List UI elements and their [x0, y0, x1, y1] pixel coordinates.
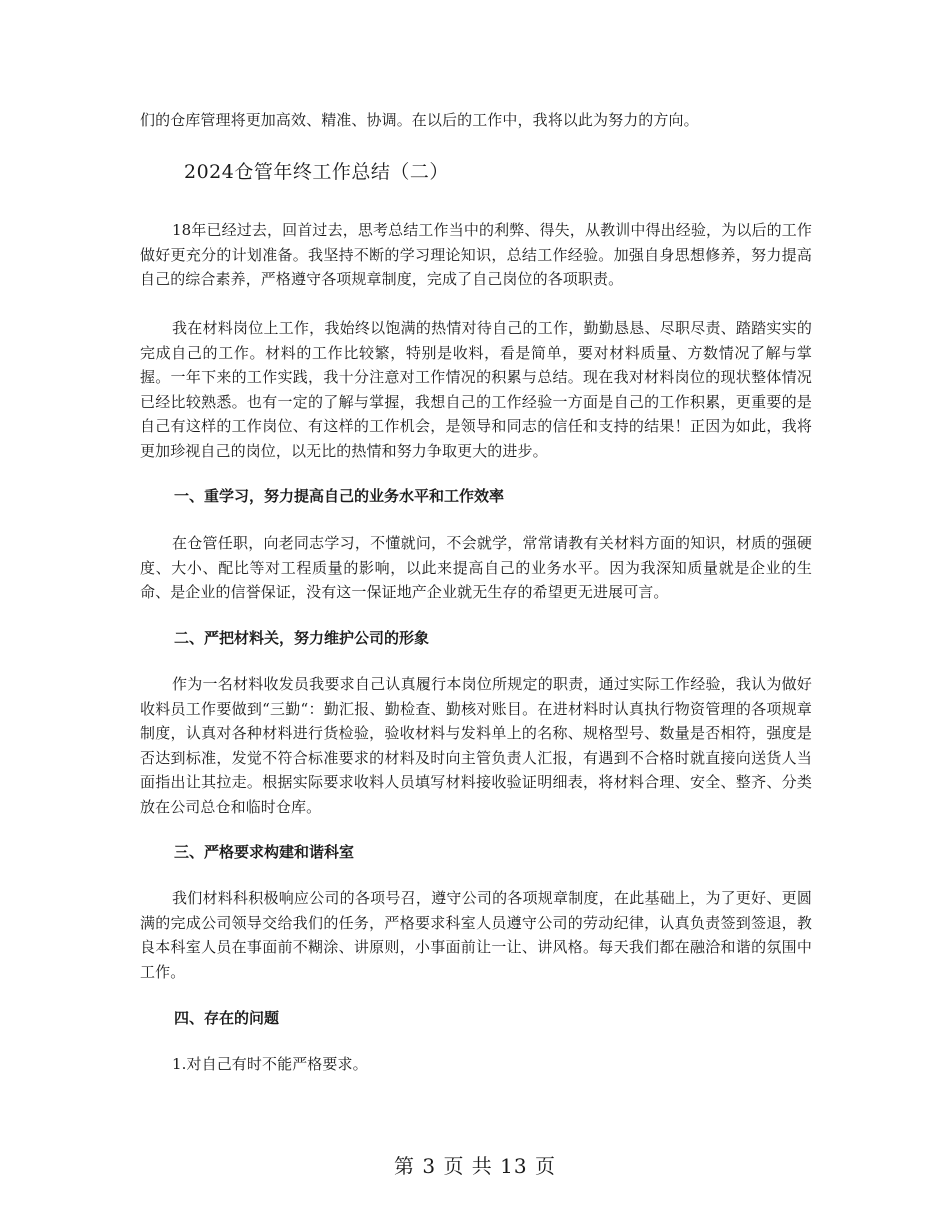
section-title: 2024仓管年终工作总结（二）	[184, 161, 449, 183]
section3-paragraph: 我们材料科积极响应公司的各项号召，遵守公司的各项规章制度，在此基础上，为了更好、更圆满的完成公司领导交给我们的任务，严格要求科室人员遵守公司的劳动纪律，认真负责签到签退，教良本科室人员在事面前不糊涂、讲原则，小事面前让一让、讲风格。每天我们都在融洽和谐的氛围中工作。	[140, 889, 812, 981]
section4-heading: 四、存在的问题	[174, 1009, 280, 1027]
continuation-paragraph: 们的仓库管理将更加高效、精准、协调。在以后的工作中，我将以此为努力的方向。	[140, 111, 699, 129]
section3-heading: 三、严格要求构建和谐科室	[174, 843, 355, 861]
section1-heading: 一、重学习，努力提高自己的业务水平和工作效率	[174, 487, 505, 505]
section1-paragraph: 在仓管任职，向老同志学习，不懂就问，不会就学，常常请教有关材料方面的知识，材质的强硬度、大小、配比等对工程质量的影响，以此来提高自己的业务水平。因为我深知质量就是企业的生命、是企业的信誉保证，没有这一保证地产企业就无生存的希望更无进展可言。	[140, 534, 812, 601]
section2-heading: 二、严把材料关，努力维护公司的形象	[174, 629, 430, 647]
intro-paragraph-2: 我在材料岗位上工作，我始终以饱满的热情对待自己的工作，勤勤恳恳、尽职尽责、踏踏实实的完成自己的工作。材料的工作比较繁，特别是收料，看是简单，要对材料质量、方数情况了解与掌握。一年下来的工作实践，我十分注意对工作情况的积累与总结。现在我对材料岗位的现状整体情况已经比较熟悉。也有一定的了解与掌握，我想自己的工作经验一方面是自己的工作积累，更重要的是自己有这样的工作岗位、有这样的工作机会，是领导和同志的信任和支持的结果！正因为如此，我将更加珍视自己的岗位，以无比的热情和努力争取更大的进步。	[140, 319, 812, 460]
section4-item-1: 1.对自己有时不能严格要求。	[172, 1055, 368, 1073]
page-number-footer: 第 3 页 共 13 页	[394, 1154, 556, 1178]
section2-paragraph: 作为一名材料收发员我要求自己认真履行本岗位所规定的职责，通过实际工作经验，我认为做好收料员工作要做到“三勤“：勤汇报、勤检查、勤核对账目。在进材料时认真执行物资管理的各项规章制度，认真对各种材料进行货检验，验收材料与发料单上的名称、规格型号、数量是否相符，强度是否达到标准，发觉不符合标准要求的材料及时向主管负责人汇报，有遇到不合格时就直接向送货人当面指出让其拉走。根据实际要求收料人员填写材料接收验证明细表，将材料合理、安全、整齐、分类放在公司总仓和临时仓库。	[140, 675, 812, 816]
intro-paragraph-1: 18年已经过去，回首过去，思考总结工作当中的利弊、得失，从教训中得出经验，为以后的工作做好更充分的计划准备。我坚持不断的学习理论知识，总结工作经验。加强自身思想修养，努力提高自己的综合素养，严格遵守各项规章制度，完成了自己岗位的各项职责。	[140, 221, 812, 288]
